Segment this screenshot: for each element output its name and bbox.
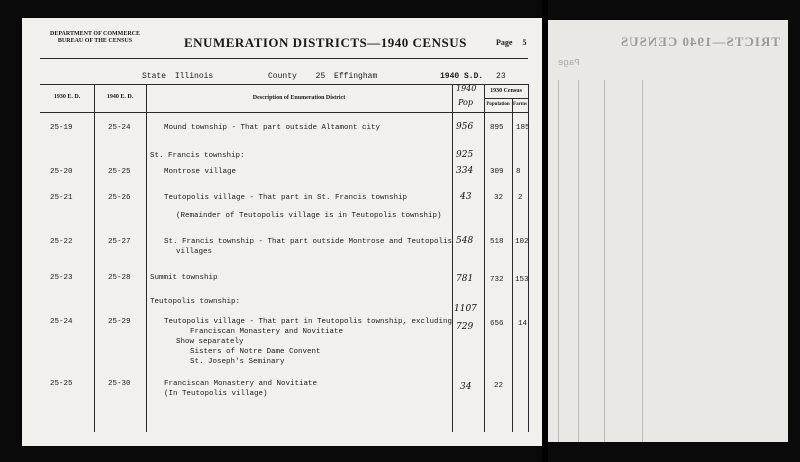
table-row-description: Teutopolis township: [150,298,241,306]
table-row-ed1940: 25-24 [108,124,131,132]
handwritten-count: 956 [456,122,474,132]
table-row-ed1940: 25-25 [108,168,131,176]
table-row-ed1930: 25-22 [50,238,73,246]
table-row-ed1930: 25-21 [50,194,73,202]
department-name: DEPARTMENT OF COMMERCE [50,31,141,37]
table-top-rule [40,84,528,85]
table-row-population: 22 [494,382,504,390]
handwritten-pop: Pop [458,98,473,107]
col-divider [146,84,147,432]
table-row-description: St. Francis township: [150,152,245,160]
table-row-farms: 185 [516,124,530,132]
department-label [50,31,140,45]
table-row-ed1940: 25-29 [108,318,131,326]
col-header-description: Description of Enumeration District [252,95,346,101]
census-page [22,18,542,446]
sd-label: 1940 S.D. [440,72,484,81]
table-row-description: St. Francis township - That part outside Montrose and Teutopolis [164,238,453,246]
ghost-rule [604,80,605,442]
header-bottom-rule [40,112,528,113]
col-divider [512,98,513,432]
document-title: ENUMERATION DISTRICTS—1940 CENSUS [184,35,467,50]
handwritten-count: 334 [456,166,474,176]
ghost-rule [558,80,559,442]
page-label: Page [496,38,513,47]
handwritten-count: 729 [456,322,474,332]
col-header-1930-census: 1930 Census [490,88,522,94]
page-value: 5 [522,38,527,47]
table-row-population: 309 [490,168,504,176]
table-row-population: 732 [490,276,504,284]
table-row-description: Montrose village [164,168,237,176]
table-row-ed1930: 25-20 [50,168,73,176]
county-number: 25 [315,72,326,81]
county-label: County [268,72,297,81]
page-number [496,38,526,47]
table-row-ed1930: 25-25 [50,380,73,388]
county-value: Effingham [334,72,378,81]
handwritten-count: 43 [460,192,472,202]
census-subheader-rule [484,98,528,99]
table-row-population: 32 [494,194,504,202]
col-header-farms: Farms [513,102,527,107]
state-label: State [142,72,167,81]
table-row-description-continued: villages [176,248,213,256]
sd-field [440,72,506,81]
bureau-name: BUREAU OF THE CENSUS [57,38,133,44]
table-row-description: Mound township - That part outside Altamont city [164,124,381,132]
title-rule [40,58,528,59]
ghost-rule [578,80,579,442]
col-divider [94,84,95,432]
table-row-ed1930: 25-23 [50,274,73,282]
handwritten-count: 925 [456,150,474,160]
ghost-rule [642,80,643,442]
county-field [268,72,377,81]
table-row-ed1930: 25-24 [50,318,73,326]
table-row-population: 656 [490,320,504,328]
col-header-1940-ed: 1940 E. D. [106,94,134,100]
handwritten-count: 34 [460,382,472,392]
col-divider [484,84,485,432]
handwritten-1940: 1940 [456,84,477,93]
table-row-population: 895 [490,124,504,132]
table-row-ed1940: 25-30 [108,380,131,388]
handwritten-count: 548 [456,236,474,246]
table-row-description-continued: Sisters of Notre Dame Convent [190,348,321,356]
mirrored-title: TRICTS—1940 CENSUS [620,34,780,49]
handwritten-count: 781 [456,274,474,284]
col-header-population: Population [486,102,510,107]
table-row-ed1940: 25-28 [108,274,131,282]
table-row-description: Summit township [150,274,218,282]
col-divider [452,84,453,432]
table-row-ed1940: 25-26 [108,194,131,202]
table-row-farms: 2 [518,194,523,202]
facing-page-bleedthrough [548,20,788,442]
table-row-description-continued: St. Joseph's Seminary [190,358,285,366]
table-row-farms: 8 [516,168,521,176]
table-row-note: (In Teutopolis village) [164,390,268,398]
state-field [142,72,213,81]
table-row-note: (Remainder of Teutopolis village is in Teutopolis township) [176,212,442,220]
handwritten-count: 1107 [454,304,477,314]
sd-number: 23 [496,72,506,81]
table-row-farms: 14 [518,320,528,328]
table-row-description: Teutopolis village - That part in Teutopolis township, excluding [164,318,453,326]
table-row-description-continued: Franciscan Monastery and Novitiate [190,328,344,336]
mirrored-page-label: Page [558,58,580,68]
col-header-1930-ed: 1930 E. D. [53,94,81,100]
col-divider [528,84,529,432]
state-value: Illinois [174,72,214,81]
table-row-farms: 153 [515,276,529,284]
table-row-description-continued: Show separately [176,338,244,346]
table-row-ed1940: 25-27 [108,238,131,246]
table-row-population: 518 [490,238,504,246]
table-row-description: Teutopolis village - That part in St. Francis township [164,194,408,202]
table-row-farms: 102 [515,238,529,246]
table-row-description: Franciscan Monastery and Novitiate [164,380,318,388]
table-row-ed1930: 25-19 [50,124,73,132]
